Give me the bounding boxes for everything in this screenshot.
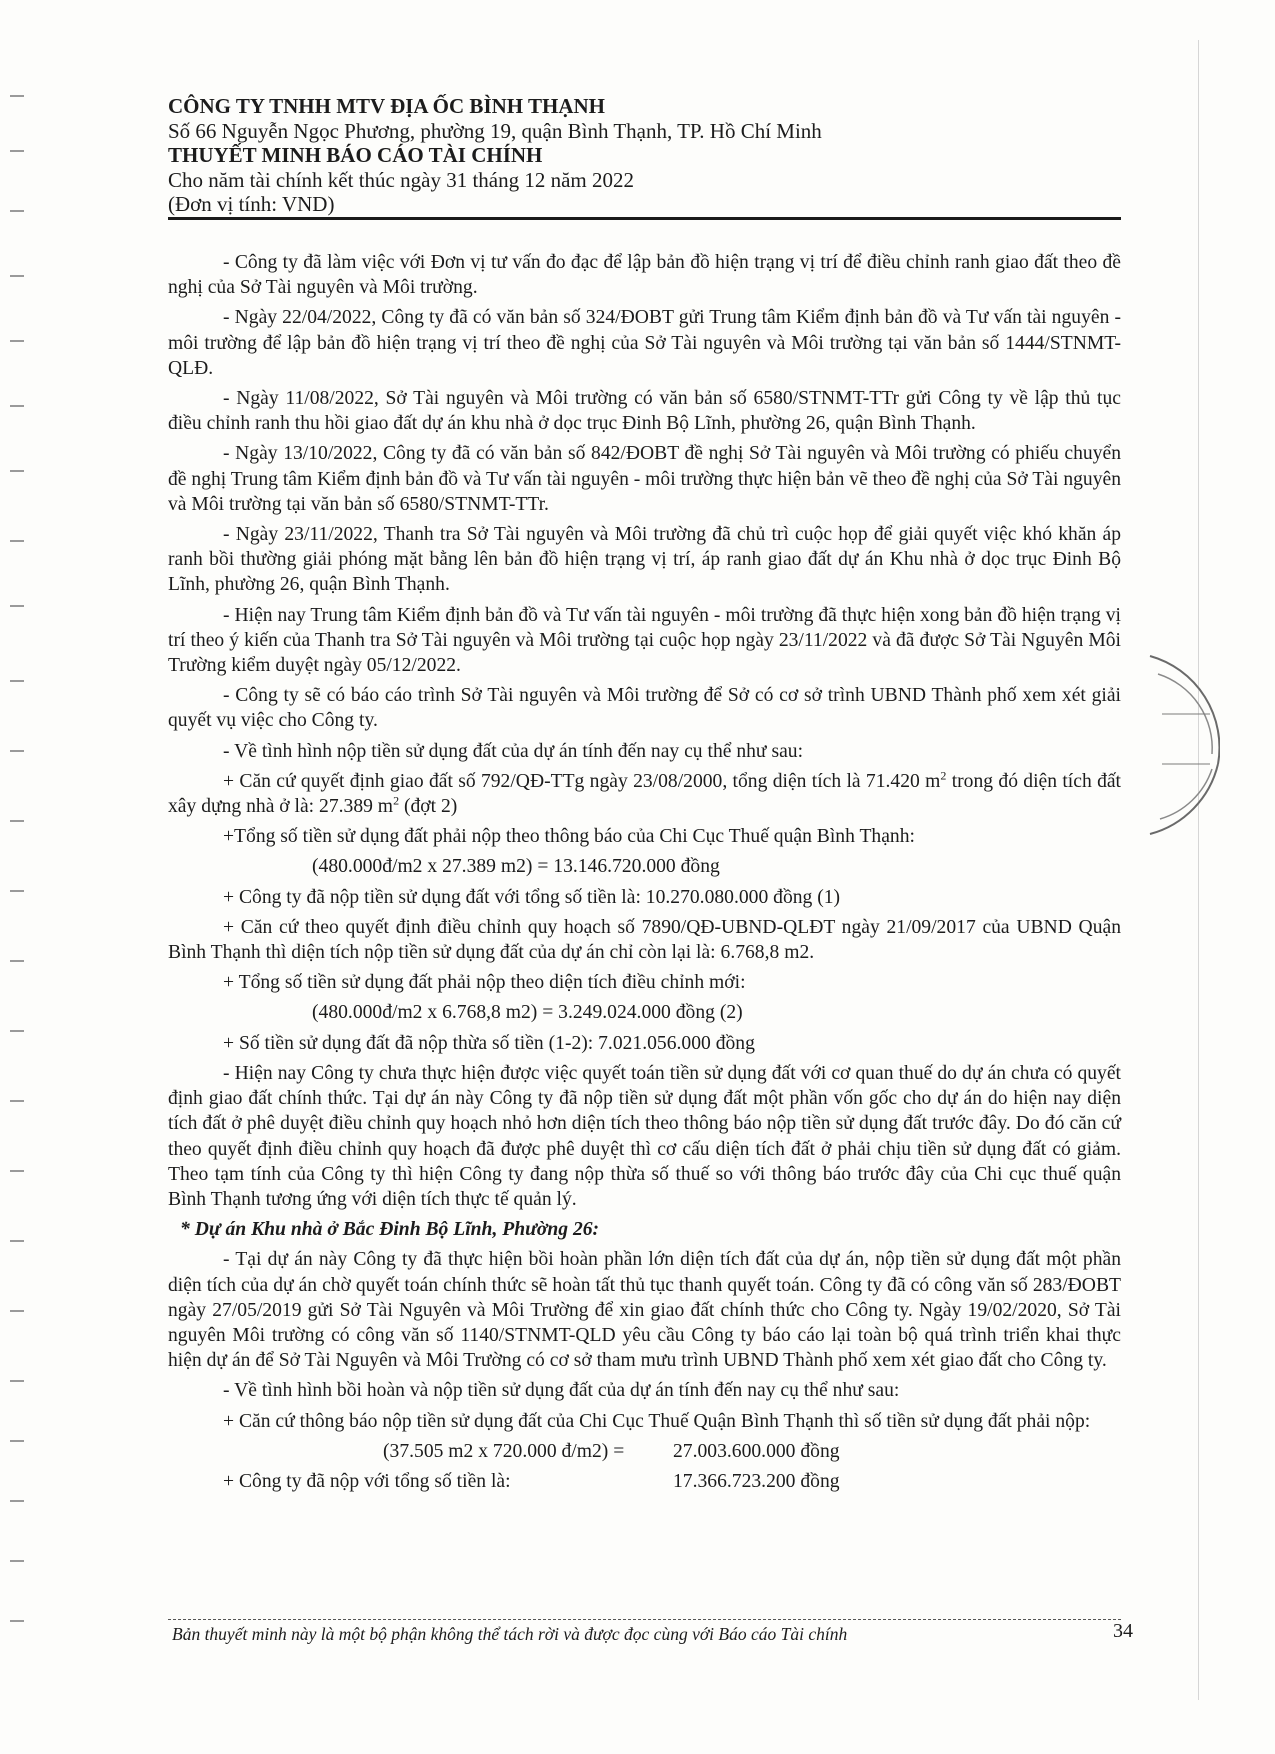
paragraph: + Căn cứ theo quyết định điều chỉnh quy hoạch số 7890/QĐ-UBND-QLĐT ngày 21/09/2017 của UBND Quận Bình Thạnh thì diện tích nộp tiền sử dụng đất của dự án chỉ còn lại là: 6.768,8 m2.	[168, 916, 1121, 964]
calculation-row	[168, 1469, 1121, 1494]
currency-unit: (Đơn vị tính: VND)	[168, 192, 335, 216]
formula-line: (480.000đ/m2 x 6.768,8 m2) = 3.249.024.000 đồng (2)	[312, 1002, 743, 1024]
formula-line: (480.000đ/m2 x 27.389 m2) = 13.146.720.000 đồng	[312, 856, 720, 878]
document-header	[168, 94, 1128, 217]
calculation-label: + Công ty đã nộp với tổng số tiền là:	[223, 1470, 511, 1492]
company-name: CÔNG TY TNHH MTV ĐỊA ỐC BÌNH THẠNH	[168, 94, 605, 118]
section-heading: * Dự án Khu nhà ở Bắc Đinh Bộ Lĩnh, Phường 26:	[180, 1219, 600, 1241]
document-body	[168, 250, 1121, 1499]
paragraph: - Về tình hình nộp tiền sử dụng đất của dự án tính đến nay cụ thể như sau:	[223, 740, 804, 762]
company-address: Số 66 Nguyễn Ngọc Phương, phường 19, quận Bình Thạnh, TP. Hồ Chí Minh	[168, 118, 822, 143]
paragraph: + Số tiền sử dụng đất đã nộp thừa số tiền (1-2): 7.021.056.000 đồng	[223, 1032, 755, 1054]
calculation-row	[168, 1439, 1121, 1464]
header-divider	[168, 217, 1121, 220]
report-period: Cho năm tài chính kết thúc ngày 31 tháng 12 năm 2022	[168, 167, 634, 192]
paragraph: - Tại dự án này Công ty đã thực hiện bồi hoàn phần lớn diện tích đất của dự án, nộp tiền sử dụng đất một phần diện tích của dự án chờ quyết toán chính thức sẽ hoàn tất thủ tục thanh quyết toán. Công ty đã có công văn số 283/ĐOBT ngày 27/05/2019 gửi Sở Tài Nguyên và Môi Trường để xin giao đất chính thức cho Công ty. Ngày 19/02/2020, Sở Tài nguyên Môi trường có công văn số 1140/STNMT-QLD yêu cầu Công ty báo cáo lại toàn bộ quá trình triển khai thực hiện dự án để Sở Tài Nguyên và Môi Trường có cơ sở tham mưu trình UBND Thành phố xem xét giao đất cho Công ty.	[168, 1249, 1121, 1372]
paragraph: + Công ty đã nộp tiền sử dụng đất với tổng số tiền là: 10.270.080.000 đồng (1)	[223, 886, 841, 908]
paragraph: - Ngày 13/10/2022, Công ty đã có văn bản số 842/ĐOBT đề nghị Sở Tài nguyên và Môi trường có phiếu chuyển đề nghị Trung tâm Kiểm định bản đồ và Tư vấn tài nguyên - môi trường thực hiện bản vẽ theo đề nghị của Sở Tài nguyên và Môi trường tại văn bản số 6580/STNMT-TTr.	[168, 443, 1122, 515]
paragraph: - Công ty sẽ có báo cáo trình Sở Tài nguyên và Môi trường để Sở có cơ sở trình UBND Thành phố xem xét giải quyết vụ việc cho Công ty.	[168, 685, 1121, 732]
footer-divider	[168, 1619, 1121, 1621]
paragraph: - Về tình hình bồi hoàn và nộp tiền sử dụng đất của dự án tính đến nay cụ thể như sau:	[223, 1380, 900, 1402]
paragraph: - Ngày 11/08/2022, Sở Tài nguyên và Môi trường có văn bản số 6580/STNMT-TTr gửi Công ty về lập thủ tục điều chỉnh ranh thu hồi giao đất dự án khu nhà ở dọc trục Đinh Bộ Lĩnh, phường 26, quận Bình Thạnh.	[168, 388, 1121, 435]
paragraph: - Hiện nay Công ty chưa thực hiện được việc quyết toán tiền sử dụng đất với cơ quan thuế do dự án chưa có quyết định giao đất chính thức. Tại dự án này Công ty đã nộp tiền sử dụng đất một phần vốn gốc cho dự án do hiện nay diện tích đất ở phê duyệt điều chỉnh quy hoạch nhỏ hơn diện tích theo thông báo nộp tiền sử dụng đất trước đây. Do đó căn cứ theo quyết định điều chỉnh quy hoạch đã được phê duyệt thì cơ cấu diện tích đất ở phải chịu tiền sử dụng đất có giảm. Theo tạm tính của Công ty thì hiện Công ty đang nộp thừa số thuế so với thông báo trước đây của Chi cục thuế quận Bình Thạnh tương ứng với diện tích thực tế quản lý.	[168, 1062, 1121, 1210]
paragraph: + Tổng số tiền sử dụng đất phải nộp theo diện tích điều chỉnh mới:	[223, 972, 746, 994]
paragraph: - Ngày 22/04/2022, Công ty đã có văn bản số 324/ĐOBT gửi Trung tâm Kiểm định bản đồ và Tư vấn tài nguyên - môi trường để lập bản đồ hiện trạng vị trí theo đề nghị của Sở Tài nguyên và Môi trường tại văn bản số 1444/STNMT-QLĐ.	[168, 307, 1121, 379]
paragraph: - Công ty đã làm việc với Đơn vị tư vấn đo đạc để lập bản đồ hiện trạng vị trí để điều chỉnh ranh giao đất theo đề nghị của Sở Tài nguyên và Môi trường.	[168, 252, 1121, 299]
calculation-amount: 17.366.723.200 đồng	[673, 1470, 840, 1492]
paragraph-land-allocation: + Căn cứ quyết định giao đất số 792/QĐ-TTg ngày 23/08/2000, tổng diện tích là 71.420 $m^2$ trong đó diện tích đất xây dựng nhà ở là: 27.389 $m^2$ (đợt 2)	[168, 768, 1122, 818]
paragraph: - Ngày 23/11/2022, Thanh tra Sở Tài nguyên và Môi trường đã chủ trì cuộc họp để giải quyết việc khó khăn áp ranh bồi thường giải phóng mặt bằng lên bản đồ hiện trạng vị trí, áp ranh giao đất dự án Khu nhà ở dọc trục Đinh Bộ Lĩnh, phường 26, quận Bình Thạnh.	[168, 524, 1121, 596]
document-title: THUYẾT MINH BÁO CÁO TÀI CHÍNH	[168, 143, 543, 167]
binding-marks	[4, 40, 34, 1700]
page-edge-line	[1198, 40, 1199, 1700]
paragraph: + Căn cứ thông báo nộp tiền sử dụng đất của Chi Cục Thuế Quận Bình Thạnh thì số tiền sử dụng đất phải nộp:	[223, 1410, 1091, 1432]
calculation-amount: 27.003.600.000 đồng	[673, 1440, 840, 1462]
calculation-label: (37.505 m2 x 720.000 đ/m2) =	[383, 1440, 625, 1462]
paragraph: - Hiện nay Trung tâm Kiểm định bản đồ và Tư vấn tài nguyên - môi trường đã thực hiện xong bản đồ hiện trạng vị trí theo ý kiến của Thanh tra Sở Tài nguyên và Môi trường tại cuộc họp ngày 23/11/2022 và đã được Sở Tài Nguyên Môi Trường kiểm duyệt ngày 05/12/2022.	[168, 604, 1121, 677]
company-seal-stamp	[1140, 644, 1220, 844]
paragraph: +Tổng số tiền sử dụng đất phải nộp theo thông báo của Chi Cục Thuế quận Bình Thạnh:	[223, 826, 915, 848]
page-number: 34	[1113, 1620, 1133, 1642]
footer-note: Bản thuyết minh này là một bộ phận không thể tách rời và được đọc cùng với Báo cáo Tài chính	[172, 1624, 848, 1644]
